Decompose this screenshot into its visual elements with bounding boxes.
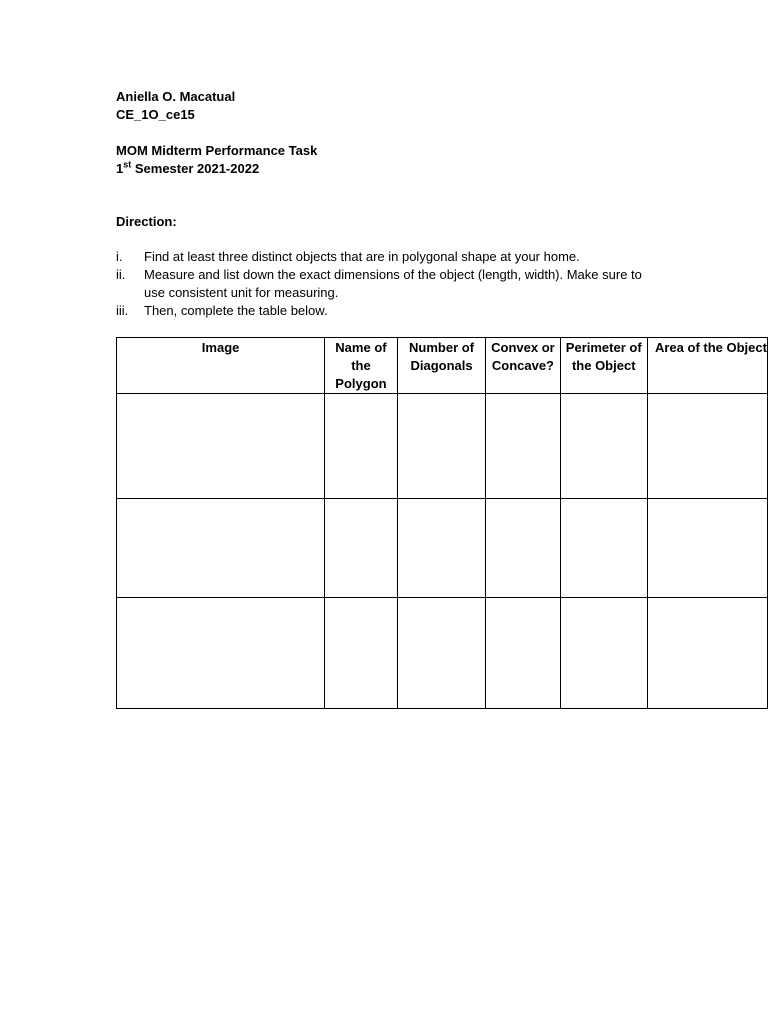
table-cell[interactable] — [117, 499, 325, 598]
semester-line — [116, 160, 259, 178]
list-item-text: Find at least three distinct objects that are in polygonal shape at your home. — [144, 249, 580, 264]
header-diagonals: Number of Diagonals — [397, 338, 486, 394]
table-header-row — [117, 338, 768, 394]
table-cell[interactable] — [325, 499, 398, 598]
list-item-number: i. — [116, 249, 123, 264]
student-section: CE_1O_ce15 — [116, 107, 195, 122]
semester-ordinal: st — [123, 159, 132, 170]
table-cell[interactable] — [560, 598, 647, 709]
list-item — [116, 266, 664, 302]
table-cell[interactable] — [560, 499, 647, 598]
header-image: Image — [117, 338, 325, 394]
task-title: MOM Midterm Performance Task — [116, 143, 318, 158]
semester-number: 1 — [116, 161, 124, 176]
table-cell[interactable] — [397, 598, 486, 709]
list-item-number: iii. — [116, 303, 129, 318]
table-row — [117, 394, 768, 499]
directions-list — [116, 248, 664, 320]
header-area: Area of the Object — [647, 338, 767, 394]
table-cell[interactable] — [486, 598, 560, 709]
student-name: Aniella O. Macatual — [116, 89, 236, 104]
table-cell[interactable] — [486, 394, 560, 499]
table-cell[interactable] — [325, 598, 398, 709]
table-cell[interactable] — [560, 394, 647, 499]
table-cell[interactable] — [647, 394, 767, 499]
table-cell[interactable] — [486, 499, 560, 598]
table-cell[interactable] — [397, 394, 486, 499]
header-perimeter: Perimeter of the Object — [560, 338, 647, 394]
header-convex-concave: Convex or Concave? — [486, 338, 560, 394]
list-item — [116, 302, 664, 320]
list-item-number: ii. — [116, 267, 126, 282]
list-item — [116, 248, 664, 266]
table-cell[interactable] — [647, 598, 767, 709]
table-row — [117, 598, 768, 709]
polygon-table — [116, 337, 768, 709]
table-row — [117, 499, 768, 598]
list-item-text: Then, complete the table below. — [144, 303, 328, 318]
table-cell[interactable] — [397, 499, 486, 598]
table-cell[interactable] — [325, 394, 398, 499]
table-cell[interactable] — [647, 499, 767, 598]
header-polygon-name: Name of the Polygon — [325, 338, 398, 394]
direction-label: Direction: — [116, 214, 177, 229]
table-cell[interactable] — [117, 598, 325, 709]
list-item-text: Measure and list down the exact dimensions of the object (length, width). Make sure to use consistent unit for measuring. — [144, 267, 642, 300]
semester-text: Semester 2021-2022 — [131, 161, 260, 176]
table-cell[interactable] — [117, 394, 325, 499]
